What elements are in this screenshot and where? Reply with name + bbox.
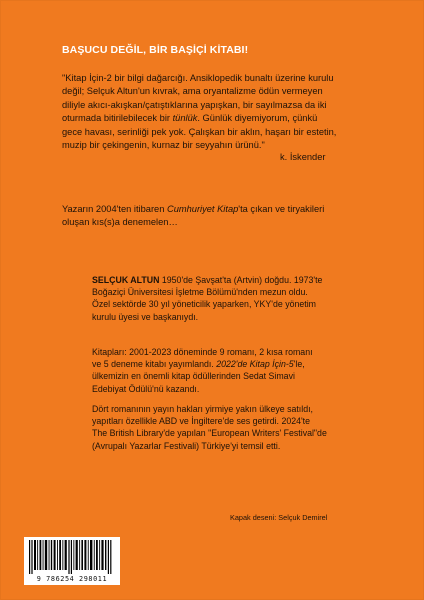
bio-line: Dört romanının yayın hakları yirmiye yakın ülkeye satıldı, bbox=[92, 404, 313, 414]
bio-paragraph-1 bbox=[92, 274, 374, 323]
intro-text bbox=[62, 203, 362, 230]
bio-line: Edebiyat Ödülü'nü kazandı. bbox=[92, 383, 200, 394]
isbn-number: 9 786254 298011 bbox=[36, 575, 108, 583]
intro-text-part: 'ta çıkan ve tiryakileri bbox=[238, 204, 325, 214]
cover-design-credit: Kapak deseni: Selçuk Demirel bbox=[230, 513, 328, 522]
intro-line bbox=[62, 203, 362, 216]
headline: BAŞUCU DEĞİL, BİR BAŞİÇİ KİTABI! bbox=[62, 44, 249, 56]
quote-line: değil; Selçuk Altun'un kıvrak, ama oryantalizme ödün vermeyen bbox=[62, 86, 323, 97]
bio-line: Boğaziçi Üniversitesi İşletme Bölümü'nden mezun oldu. bbox=[92, 287, 308, 298]
bio-paragraph-3 bbox=[92, 403, 374, 452]
intro-text-part: Yazarın 2004'ten itibaren bbox=[62, 204, 167, 214]
bio-line: ülkemizin en önemli kitap ödüllerinden Sedat Simavi bbox=[92, 371, 295, 382]
bio-text: ve 5 deneme kitabı yayımlandı. bbox=[92, 359, 217, 370]
bio-line: kurulu üyesi ve başkanıydı. bbox=[92, 311, 199, 322]
bio-line: yapıtları özellikle ABD ve İngiltere'de ses getirdi. 2024'te bbox=[92, 416, 311, 427]
review-quote bbox=[62, 72, 362, 152]
bio-line bbox=[92, 358, 374, 370]
quote-line bbox=[62, 112, 362, 125]
quote-line: gece havası, serinliği pek yok. Çalışkan bir aklın, haşarı bir estetin, bbox=[62, 126, 337, 137]
isbn-barcode bbox=[24, 537, 120, 585]
book-title: 2022'de Kitap İçin-5 bbox=[216, 359, 294, 370]
bio-line: The British Library'de yapılan "European Writers' Festival"de bbox=[92, 428, 327, 439]
bio-text: 'le, bbox=[293, 359, 305, 370]
author-name: SELÇUK ALTUN bbox=[92, 275, 160, 285]
bio-text: 1950'de Şavşat'ta (Artvin) doğdu. 1973'te bbox=[159, 275, 323, 285]
magazine-title: Cumhuriyet Kitap bbox=[166, 204, 239, 214]
quote-text: . Günlük diyemiyorum, çünkü bbox=[197, 113, 318, 124]
quote-attribution: k. İskender bbox=[280, 152, 326, 162]
quote-line: "Kitap İçin-2 bir bilgi dağarcığı. Ansiklopedik bunaltı üzerine kurulu bbox=[62, 73, 334, 83]
quote-line: diliyle akıcı-akışkan/çatıştıklarına yapışkan, bir sayılmazsa da iki bbox=[62, 99, 327, 110]
quote-line: muzip bir çekingenin, kurnaz bir seyyahın ürünü." bbox=[62, 140, 265, 151]
bio-paragraph-2 bbox=[92, 346, 374, 395]
quote-emphasis: tünlük bbox=[172, 113, 198, 124]
intro-line: oluşan kıs(s)a denemelen… bbox=[62, 217, 178, 228]
bio-line: Kitapları: 2001-2023 döneminde 9 romanı, 2 kısa romanı bbox=[92, 347, 313, 357]
barcode-icon bbox=[29, 540, 115, 574]
bio-line: Özel sektörde 30 yıl yöneticilik yaparken, YKY'de yönetim bbox=[92, 299, 316, 310]
bio-line bbox=[92, 274, 374, 286]
bio-line: (Avrupalı Yazarlar Festivali) Türkiye'yi temsil etti. bbox=[92, 440, 281, 451]
quote-text: oturmada bitirilebilecek bir bbox=[62, 113, 173, 124]
